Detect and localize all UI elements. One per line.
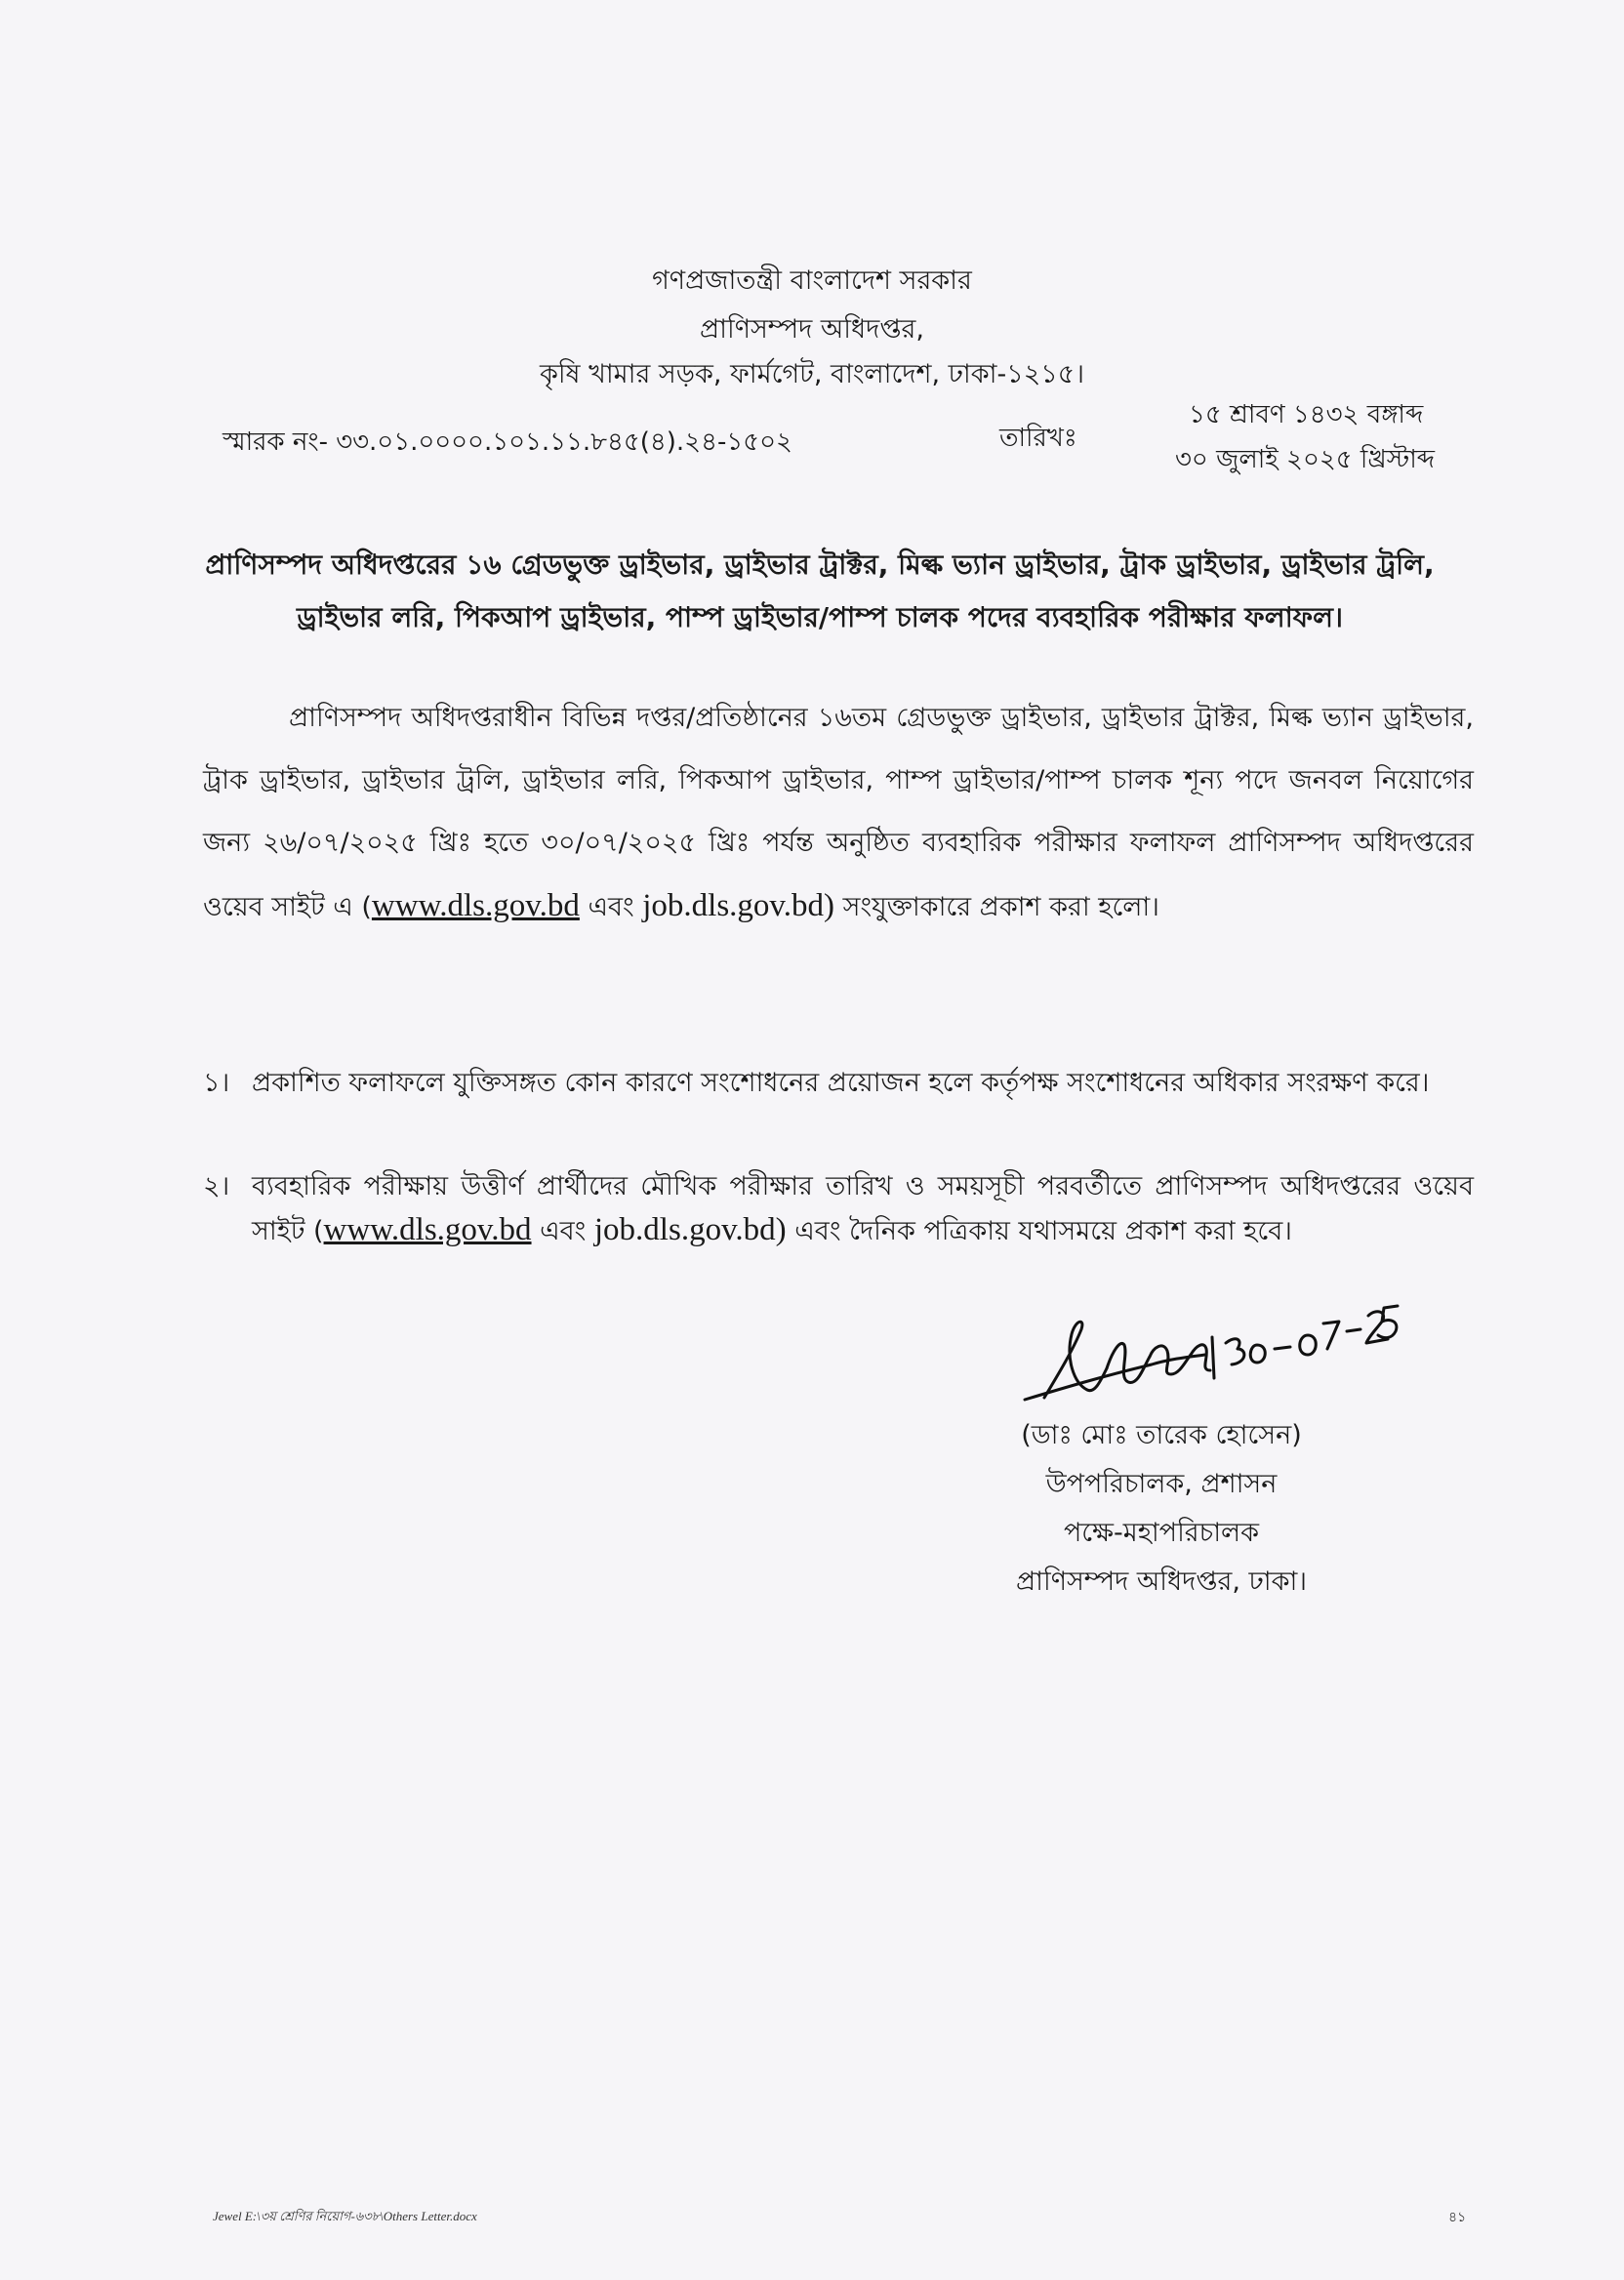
header-address: কৃষি খামার সড়ক, ফার্মগেট, বাংলাদেশ, ঢাকা-১২১৫। (540, 359, 1084, 389)
item-text: ব্যবহারিক পরীক্ষায় উত্তীর্ণ প্রার্থীদের মৌখিক পরীক্ষার তারিখ ও সময়সূচী পরবর্তীতে প্রাণিসম্পদ অধিদপ্তরের ওয়েব সাইট (www.dls.gov.bd এবং job.dls.gov.bd) এবং দৈনিক পত্রিকায় যথাসময়ে প্রকাশ করা হবে। (252, 1171, 1474, 1247)
signatory-name: (ডাঃ মোঃ তারেক হোসেন) (1021, 1420, 1302, 1450)
list-item (203, 1062, 1474, 1105)
header-government: গণপ্রজাতন্ত্রী বাংলাদেশ সরকার (652, 265, 972, 296)
subject-line-2: ড্রাইভার লরি, পিকআপ ড্রাইভার, পাম্প ড্রাইভার/পাম্প চালক পদের ব্যবহারিক পরীক্ষার ফলাফল। (296, 601, 1344, 633)
subject-heading (146, 539, 1493, 644)
list-item (203, 1165, 1474, 1253)
signatory-designation: উপপরিচালক, প্রশাসন (1045, 1469, 1278, 1499)
date-english: ৩০ জুলাই ২০২৫ খ্রিস্টাব্দ (1175, 445, 1436, 474)
item-number: ১। (203, 1068, 230, 1098)
signature-block (917, 1411, 1405, 1607)
item-text: প্রকাশিত ফলাফলে যুক্তিসঙ্গত কোন কারণে সংশোধনের প্রয়োজন হলে কর্তৃপক্ষ সংশোধনের অধিকার সংরক্ষণ করে। (252, 1068, 1430, 1098)
job-website-link[interactable]: job.dls.gov.bd) (593, 1212, 787, 1247)
memo-number: স্মারক নং- ৩৩.০১.০০০০.১০১.১১.৮৪৫(৪).২৪-১৫০২ (223, 428, 792, 457)
website-link[interactable]: www.dls.gov.bd (323, 1212, 532, 1247)
job-website-link[interactable]: job.dls.gov.bd) (642, 888, 835, 923)
signatory-office: প্রাণিসম্পদ অধিদপ্তর, ঢাকা। (1015, 1567, 1308, 1597)
item-number: ২। (203, 1171, 230, 1201)
website-link[interactable]: www.dls.gov.bd (371, 888, 580, 923)
date-bangla: ১৫ শ্রাবণ ১৪৩২ বঙ্গাব্দ (1189, 400, 1424, 429)
body-text-2: এবং (579, 892, 643, 922)
handwritten-signature (1005, 1281, 1415, 1427)
header-department: প্রাণিসম্পদ অধিদপ্তর, (700, 314, 924, 345)
subject-line-1: প্রাণিসম্পদ অধিদপ্তরের ১৬ গ্রেডভুক্ত ড্রাইভার, ড্রাইভার ট্রাক্টর, মিল্ক ভ্যান ড্রাইভার, ট্রাক ড্রাইভার, ড্রাইভার ট্রলি, (205, 549, 1435, 581)
footer-file-path: Jewel E:\৩য় শ্রেণির নিয়োগ-৬৩৮\Others Letter.docx (213, 2209, 477, 2223)
date-label: তারিখঃ (999, 424, 1077, 453)
body-text-3: সংযুক্তাকারে প্রকাশ করা হলো। (834, 892, 1159, 922)
body-text-1: প্রাণিসম্পদ অধিদপ্তরাধীন বিভিন্ন দপ্তর/প্রতিষ্ঠানের ১৬তম গ্রেডভুক্ত ড্রাইভার, ড্রাইভার ট্রাক্টর, মিল্ক ভ্যান ড্রাইভার, ট্রাক ড্রাইভার, ড্রাইভার ট্রলি, ড্রাইভার লরি, পিকআপ ড্রাইভার, পাম্প ড্রাইভার/পাম্প চালক শূন্য পদে জনবল নিয়োগের জন্য ২৬/০৭/২০২৫ খ্রিঃ হতে ৩০/০৭/২০২৫ খ্রিঃ পর্যন্ত অনুষ্ঠিত ব্যবহারিক পরীক্ষার ফলাফল প্রাণিসম্পদ অধিদপ্তরের ওয়েব সাইট এ ( (203, 703, 1474, 922)
page-number: ৪১ (1448, 2211, 1467, 2225)
body-paragraph (203, 687, 1474, 939)
signatory-on-behalf: পক্ষে-মহাপরিচালক (1063, 1518, 1260, 1548)
